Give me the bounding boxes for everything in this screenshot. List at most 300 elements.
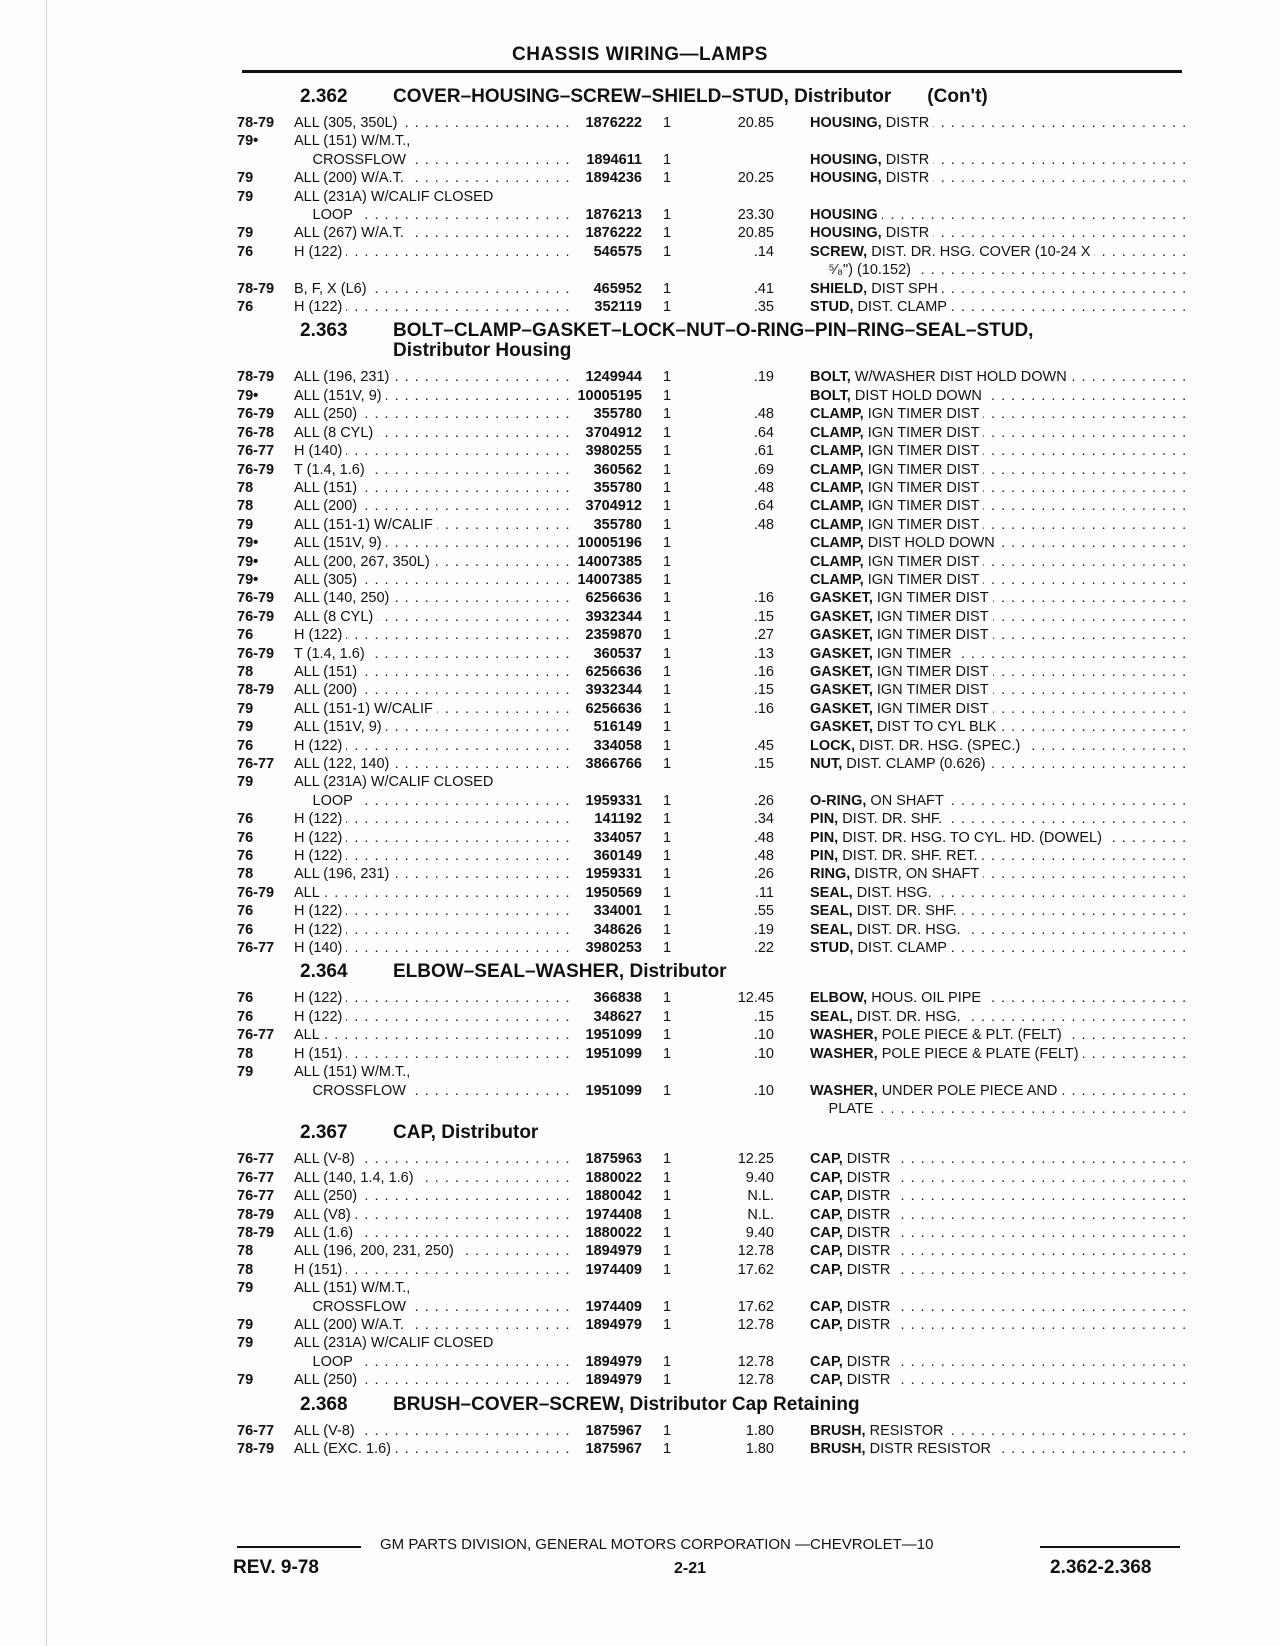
application-text: H (122)	[294, 990, 346, 1006]
list-price: 12.78	[737, 1372, 774, 1389]
quantity	[642, 516, 687, 534]
description-detail: DIST. CLAMP (0.626)	[842, 756, 986, 772]
quantity-value: 1	[663, 848, 672, 865]
part-number	[570, 1334, 642, 1352]
description-text	[810, 1064, 814, 1080]
application	[294, 884, 570, 902]
quantity	[642, 461, 687, 479]
model-year: 79	[237, 225, 254, 242]
parts-row	[237, 442, 1182, 460]
model-year: 79	[237, 516, 254, 533]
application	[294, 132, 570, 150]
description-detail: IGN TIMER DIST	[863, 443, 980, 460]
application	[294, 298, 570, 316]
part-description	[774, 1371, 1185, 1389]
quantity	[642, 1440, 687, 1458]
part-description	[774, 1422, 1185, 1440]
quantity-value: 1	[663, 1169, 672, 1186]
application	[294, 645, 570, 663]
model-year	[237, 206, 294, 224]
description-detail: DIST. DR. HSG. TO CYL. HD. (DOWEL)	[838, 829, 1102, 846]
quantity	[642, 589, 687, 607]
description-text	[810, 1243, 894, 1259]
application-text: ALL (196, 200, 231, 250)	[294, 1243, 458, 1259]
description-text	[810, 225, 933, 241]
quantity	[642, 939, 687, 957]
part-description	[774, 1045, 1185, 1063]
application	[294, 571, 570, 589]
description-text	[810, 1441, 995, 1457]
quantity	[642, 1224, 687, 1242]
list-price: .48	[753, 406, 774, 423]
part-number: 1880022	[585, 1169, 642, 1186]
description-text	[810, 922, 965, 938]
description-text	[810, 627, 993, 643]
quantity-value: 1	[663, 921, 672, 938]
list-price	[687, 718, 774, 736]
parts-row	[237, 1334, 1182, 1352]
part-number: 1950569	[585, 884, 642, 901]
parts-row	[237, 1316, 1182, 1334]
parts-row	[237, 1224, 1182, 1242]
part-number: 3980253	[585, 940, 642, 957]
description-text	[810, 115, 933, 131]
application-text: ALL (196, 231)	[294, 369, 393, 385]
description-text	[810, 664, 993, 680]
description-detail: IGN TIMER DIST	[863, 571, 980, 588]
part-description	[774, 188, 1185, 206]
description-noun: CLAMP,	[810, 461, 864, 478]
part-description	[774, 792, 1185, 810]
quantity-value: 1	[663, 243, 672, 260]
quantity	[642, 243, 687, 261]
application-text: ALL (151-1) W/CALIF	[294, 701, 437, 717]
description-text	[810, 1046, 1083, 1062]
model-year: 79	[237, 1280, 254, 1297]
list-price: .48	[753, 479, 774, 496]
description-detail: DISTR	[842, 1261, 891, 1278]
quantity-value: 1	[663, 990, 672, 1007]
quantity-value: 1	[663, 535, 672, 552]
list-price: .10	[753, 1027, 774, 1044]
model-year: 76-79	[237, 884, 275, 901]
list-price: .69	[753, 461, 774, 478]
description-text	[810, 1083, 1061, 1099]
parts-row	[237, 645, 1182, 663]
parts-row	[237, 387, 1182, 405]
description-text	[810, 152, 933, 168]
application	[294, 989, 570, 1007]
application-text: H (122)	[294, 1009, 346, 1025]
application	[294, 1261, 570, 1279]
part-number: 1974409	[585, 1261, 642, 1278]
description-detail: ON SHAFT	[866, 792, 944, 809]
description-noun: BOLT,	[810, 387, 851, 404]
parts-row	[237, 737, 1182, 755]
list-price: .22	[753, 940, 774, 957]
description-noun: GASKET,	[810, 719, 873, 736]
quantity-value: 1	[663, 225, 672, 242]
quantity-value: 1	[663, 1298, 672, 1315]
description-noun: CAP,	[810, 1372, 843, 1389]
list-price	[687, 188, 774, 206]
application	[294, 1440, 570, 1458]
description-noun: O-RING,	[810, 792, 867, 809]
parts-row	[237, 1150, 1182, 1168]
parts-row	[237, 224, 1182, 242]
parts-row	[237, 1206, 1182, 1224]
application	[294, 1298, 570, 1316]
part-number: 6256636	[585, 590, 642, 607]
section-heading	[237, 320, 1182, 342]
description-noun: BRUSH,	[810, 1441, 866, 1457]
quantity	[642, 114, 687, 132]
quantity	[642, 1206, 687, 1224]
application	[294, 847, 570, 865]
part-number: 3932344	[585, 608, 642, 625]
quantity-value: 1	[663, 719, 672, 736]
description-detail: DISTR	[842, 1169, 891, 1186]
list-price	[687, 1100, 774, 1118]
quantity	[642, 534, 687, 552]
description-text	[810, 1354, 894, 1370]
part-number: 1951099	[585, 1082, 642, 1099]
description-text	[810, 701, 993, 717]
part-description	[774, 921, 1185, 939]
description-text	[810, 811, 946, 827]
parts-row	[237, 1279, 1182, 1297]
parts-row	[237, 1422, 1182, 1440]
application-text: H (122)	[294, 299, 346, 315]
application	[294, 755, 570, 773]
quantity	[642, 132, 687, 150]
quantity	[642, 865, 687, 883]
part-description	[774, 479, 1185, 497]
application-text: H (122)	[294, 922, 346, 938]
quantity	[642, 1279, 687, 1297]
description-text	[810, 903, 961, 919]
description-noun: HOUSING,	[810, 170, 882, 187]
part-description	[774, 1026, 1185, 1044]
part-number: 334058	[593, 737, 642, 754]
section-title: COVER–HOUSING–SCREW–SHIELD–STUD, Distributor	[393, 86, 892, 107]
quantity	[642, 792, 687, 810]
model-year: 76	[237, 1008, 254, 1025]
application	[294, 479, 570, 497]
list-price: .13	[753, 645, 774, 662]
part-number: 1959331	[585, 866, 642, 883]
quantity-value: 1	[663, 369, 672, 386]
part-number: 1894979	[585, 1353, 642, 1370]
application-text: ALL	[294, 885, 324, 901]
description-detail: DISTR	[842, 1188, 891, 1205]
application-text: ALL (200) W/A.T.	[294, 1317, 408, 1333]
description-text	[810, 940, 951, 956]
application	[294, 151, 570, 169]
description-noun: STUD,	[810, 940, 854, 957]
description-detail: IGN TIMER DIST	[872, 608, 989, 625]
list-price: .15	[753, 1008, 774, 1025]
quantity-value: 1	[663, 424, 672, 441]
application	[294, 902, 570, 920]
model-year: 78-79	[237, 1441, 275, 1457]
parts-row	[237, 1371, 1182, 1389]
quantity-value: 1	[663, 590, 672, 607]
application	[294, 681, 570, 699]
model-year: 76	[237, 903, 254, 920]
part-description	[774, 461, 1185, 479]
application	[294, 461, 570, 479]
description-text	[810, 990, 985, 1006]
quantity	[642, 1082, 687, 1100]
part-description	[774, 224, 1185, 242]
quantity-value: 1	[663, 461, 672, 478]
model-year: 76-77	[237, 1169, 275, 1186]
description-detail: DISTR	[842, 1151, 891, 1168]
list-price: .41	[753, 280, 774, 297]
description-detail: IGN TIMER DIST	[863, 461, 980, 478]
quantity-value: 1	[663, 1441, 672, 1457]
description-detail: DISTR	[842, 1298, 891, 1315]
quantity-value: 1	[663, 1151, 672, 1168]
part-number: 14007385	[577, 553, 642, 570]
part-description	[774, 902, 1185, 920]
application-text: ALL (151) W/M.T.,	[294, 133, 414, 149]
parts-row	[237, 1353, 1182, 1371]
application	[294, 810, 570, 828]
description-text	[810, 1027, 1066, 1043]
quantity-value: 1	[663, 207, 672, 224]
description-text	[810, 1188, 894, 1204]
section-number: 2.367	[300, 1122, 348, 1144]
part-number: 14007385	[577, 571, 642, 588]
application-text: ALL (200, 267, 350L)	[294, 554, 434, 570]
model-year: 78	[237, 663, 254, 680]
application-text: ALL (V-8)	[294, 1151, 359, 1167]
part-description	[774, 829, 1185, 847]
description-text	[810, 480, 983, 496]
quantity-value: 1	[663, 1316, 672, 1333]
model-year: 76-77	[237, 1151, 275, 1168]
quantity	[642, 224, 687, 242]
part-number: 2359870	[585, 627, 642, 644]
quantity	[642, 847, 687, 865]
description-noun: GASKET,	[810, 608, 873, 625]
part-description	[774, 442, 1185, 460]
description-noun: NUT,	[810, 756, 843, 772]
application-text: H (122)	[294, 244, 346, 260]
quantity	[642, 810, 687, 828]
parts-row	[237, 553, 1182, 571]
description-detail: DIST. DR. HSG.	[852, 921, 961, 938]
description-noun: SEAL,	[810, 1008, 853, 1025]
parts-row	[237, 847, 1182, 865]
list-price: .61	[753, 443, 774, 460]
description-text	[810, 281, 942, 297]
description-noun: GASKET,	[810, 663, 873, 680]
part-number: 465952	[593, 280, 642, 297]
application-text: ALL (231A) W/CALIF CLOSED	[294, 1335, 497, 1351]
part-description	[774, 553, 1185, 571]
part-number: 352119	[594, 299, 642, 316]
quantity	[642, 1008, 687, 1026]
application	[294, 663, 570, 681]
quantity-value: 1	[663, 571, 672, 588]
description-detail: DIST. DR. SHF. RET.	[838, 848, 978, 865]
quantity-value: 1	[663, 151, 672, 168]
part-description	[774, 589, 1185, 607]
quantity	[642, 1063, 687, 1081]
description-text	[810, 830, 1106, 846]
model-year	[237, 151, 294, 169]
application	[294, 424, 570, 442]
description-noun: CLAMP,	[810, 424, 864, 441]
section-title: BOLT–CLAMP–GASKET–LOCK–NUT–O-RING–PIN–RING–SEAL–STUD,	[393, 320, 1034, 342]
model-year: 76-79	[237, 406, 275, 423]
description-detail: PLATE	[810, 1100, 874, 1117]
application-text: LOOP	[294, 1354, 357, 1370]
parts-row	[237, 1082, 1182, 1100]
part-description	[774, 700, 1185, 718]
application-text: CROSSFLOW	[294, 1083, 410, 1099]
quantity	[642, 1150, 687, 1168]
model-year: 76-77	[237, 940, 275, 957]
quantity-value: 1	[663, 1188, 672, 1205]
description-text	[810, 554, 983, 570]
list-price: N.L.	[747, 1206, 774, 1223]
quantity-value: 1	[663, 608, 672, 625]
parts-row	[237, 792, 1182, 810]
quantity-value: 1	[663, 498, 672, 515]
model-year: 76-79	[237, 608, 275, 625]
application	[294, 773, 570, 791]
model-year: 79	[237, 700, 254, 717]
description-detail: IGN TIMER DIST	[863, 553, 980, 570]
description-detail: DIST HOLD DOWN	[863, 535, 995, 552]
description-text	[810, 572, 983, 588]
description-noun: CAP,	[810, 1151, 843, 1168]
application	[294, 516, 570, 534]
description-detail: DISTR	[842, 1316, 891, 1333]
quantity-value: 1	[663, 170, 672, 187]
parts-row	[237, 497, 1182, 515]
quantity	[642, 553, 687, 571]
quantity	[642, 902, 687, 920]
parts-row	[237, 1063, 1182, 1081]
part-description	[774, 169, 1185, 187]
quantity-value: 1	[663, 299, 672, 316]
model-year	[237, 1082, 294, 1100]
description-text	[810, 719, 1000, 735]
quantity-value: 1	[663, 811, 672, 828]
part-description	[774, 626, 1185, 644]
application	[294, 114, 570, 132]
application	[294, 718, 570, 736]
part-number: 1974409	[585, 1298, 642, 1315]
application-text: H (151)	[294, 1262, 346, 1278]
description-noun: SHIELD,	[810, 280, 868, 297]
list-price: .48	[753, 848, 774, 865]
description-detail: DISTR	[881, 115, 930, 131]
parts-row	[237, 718, 1182, 736]
parts-row	[237, 884, 1182, 902]
description-text	[810, 793, 948, 809]
model-year: 78-79	[237, 280, 275, 297]
description-text	[810, 1151, 894, 1167]
description-noun: CAP,	[810, 1243, 843, 1260]
quantity	[642, 645, 687, 663]
parts-row	[237, 424, 1182, 442]
description-detail: IGN TIMER DIST	[872, 590, 989, 607]
part-description	[774, 1150, 1185, 1168]
model-year: 76-79	[237, 461, 275, 478]
list-price	[687, 1279, 774, 1297]
quantity-value: 1	[663, 829, 672, 846]
description-text	[810, 1335, 814, 1351]
quantity	[642, 206, 687, 224]
quantity-value: 1	[663, 1224, 672, 1241]
quantity	[642, 681, 687, 699]
model-year: 76-77	[237, 756, 275, 772]
quantity	[642, 405, 687, 423]
list-price	[687, 1334, 774, 1352]
parts-row	[237, 989, 1182, 1007]
title-rule	[242, 70, 1182, 73]
application	[294, 700, 570, 718]
quantity	[642, 151, 687, 169]
quantity	[642, 884, 687, 902]
part-description	[774, 989, 1185, 1007]
application-text: ALL (151) W/M.T.,	[294, 1064, 414, 1080]
application-text: LOOP	[294, 207, 357, 223]
quantity-value: 1	[663, 479, 672, 496]
description-noun: LOCK,	[810, 737, 856, 754]
application	[294, 1187, 570, 1205]
application	[294, 188, 570, 206]
quantity	[642, 1316, 687, 1334]
application-text: H (122)	[294, 830, 346, 846]
application-text: ALL (V8)	[294, 1207, 355, 1223]
model-year: 79•	[237, 571, 259, 588]
application-text: ALL (151V, 9)	[294, 719, 386, 735]
description-detail: IGN TIMER DIST	[863, 424, 980, 441]
quantity	[642, 497, 687, 515]
description-text	[810, 133, 814, 149]
application-text: ALL (8 CYL)	[294, 609, 377, 625]
quantity-value: 1	[663, 1027, 672, 1044]
application-text	[294, 262, 298, 278]
application	[294, 921, 570, 939]
quantity-value: 1	[663, 663, 672, 680]
list-price: .35	[753, 299, 774, 316]
part-number: 1875963	[585, 1151, 642, 1168]
parts-row	[237, 405, 1182, 423]
part-description	[774, 497, 1185, 515]
application	[294, 1150, 570, 1168]
application-text: H (140)	[294, 443, 346, 459]
parts-catalog-sections	[237, 82, 1182, 1458]
description-detail: IGN TIMER	[872, 645, 952, 662]
quantity	[642, 368, 687, 386]
quantity	[642, 773, 687, 791]
model-year: 76-79	[237, 590, 275, 607]
part-description	[774, 865, 1185, 883]
list-price: .26	[753, 866, 774, 883]
list-price: .15	[753, 682, 774, 699]
part-description	[774, 663, 1185, 681]
description-detail: DISTR RESISTOR	[865, 1441, 992, 1457]
application-text: H (122)	[294, 848, 346, 864]
